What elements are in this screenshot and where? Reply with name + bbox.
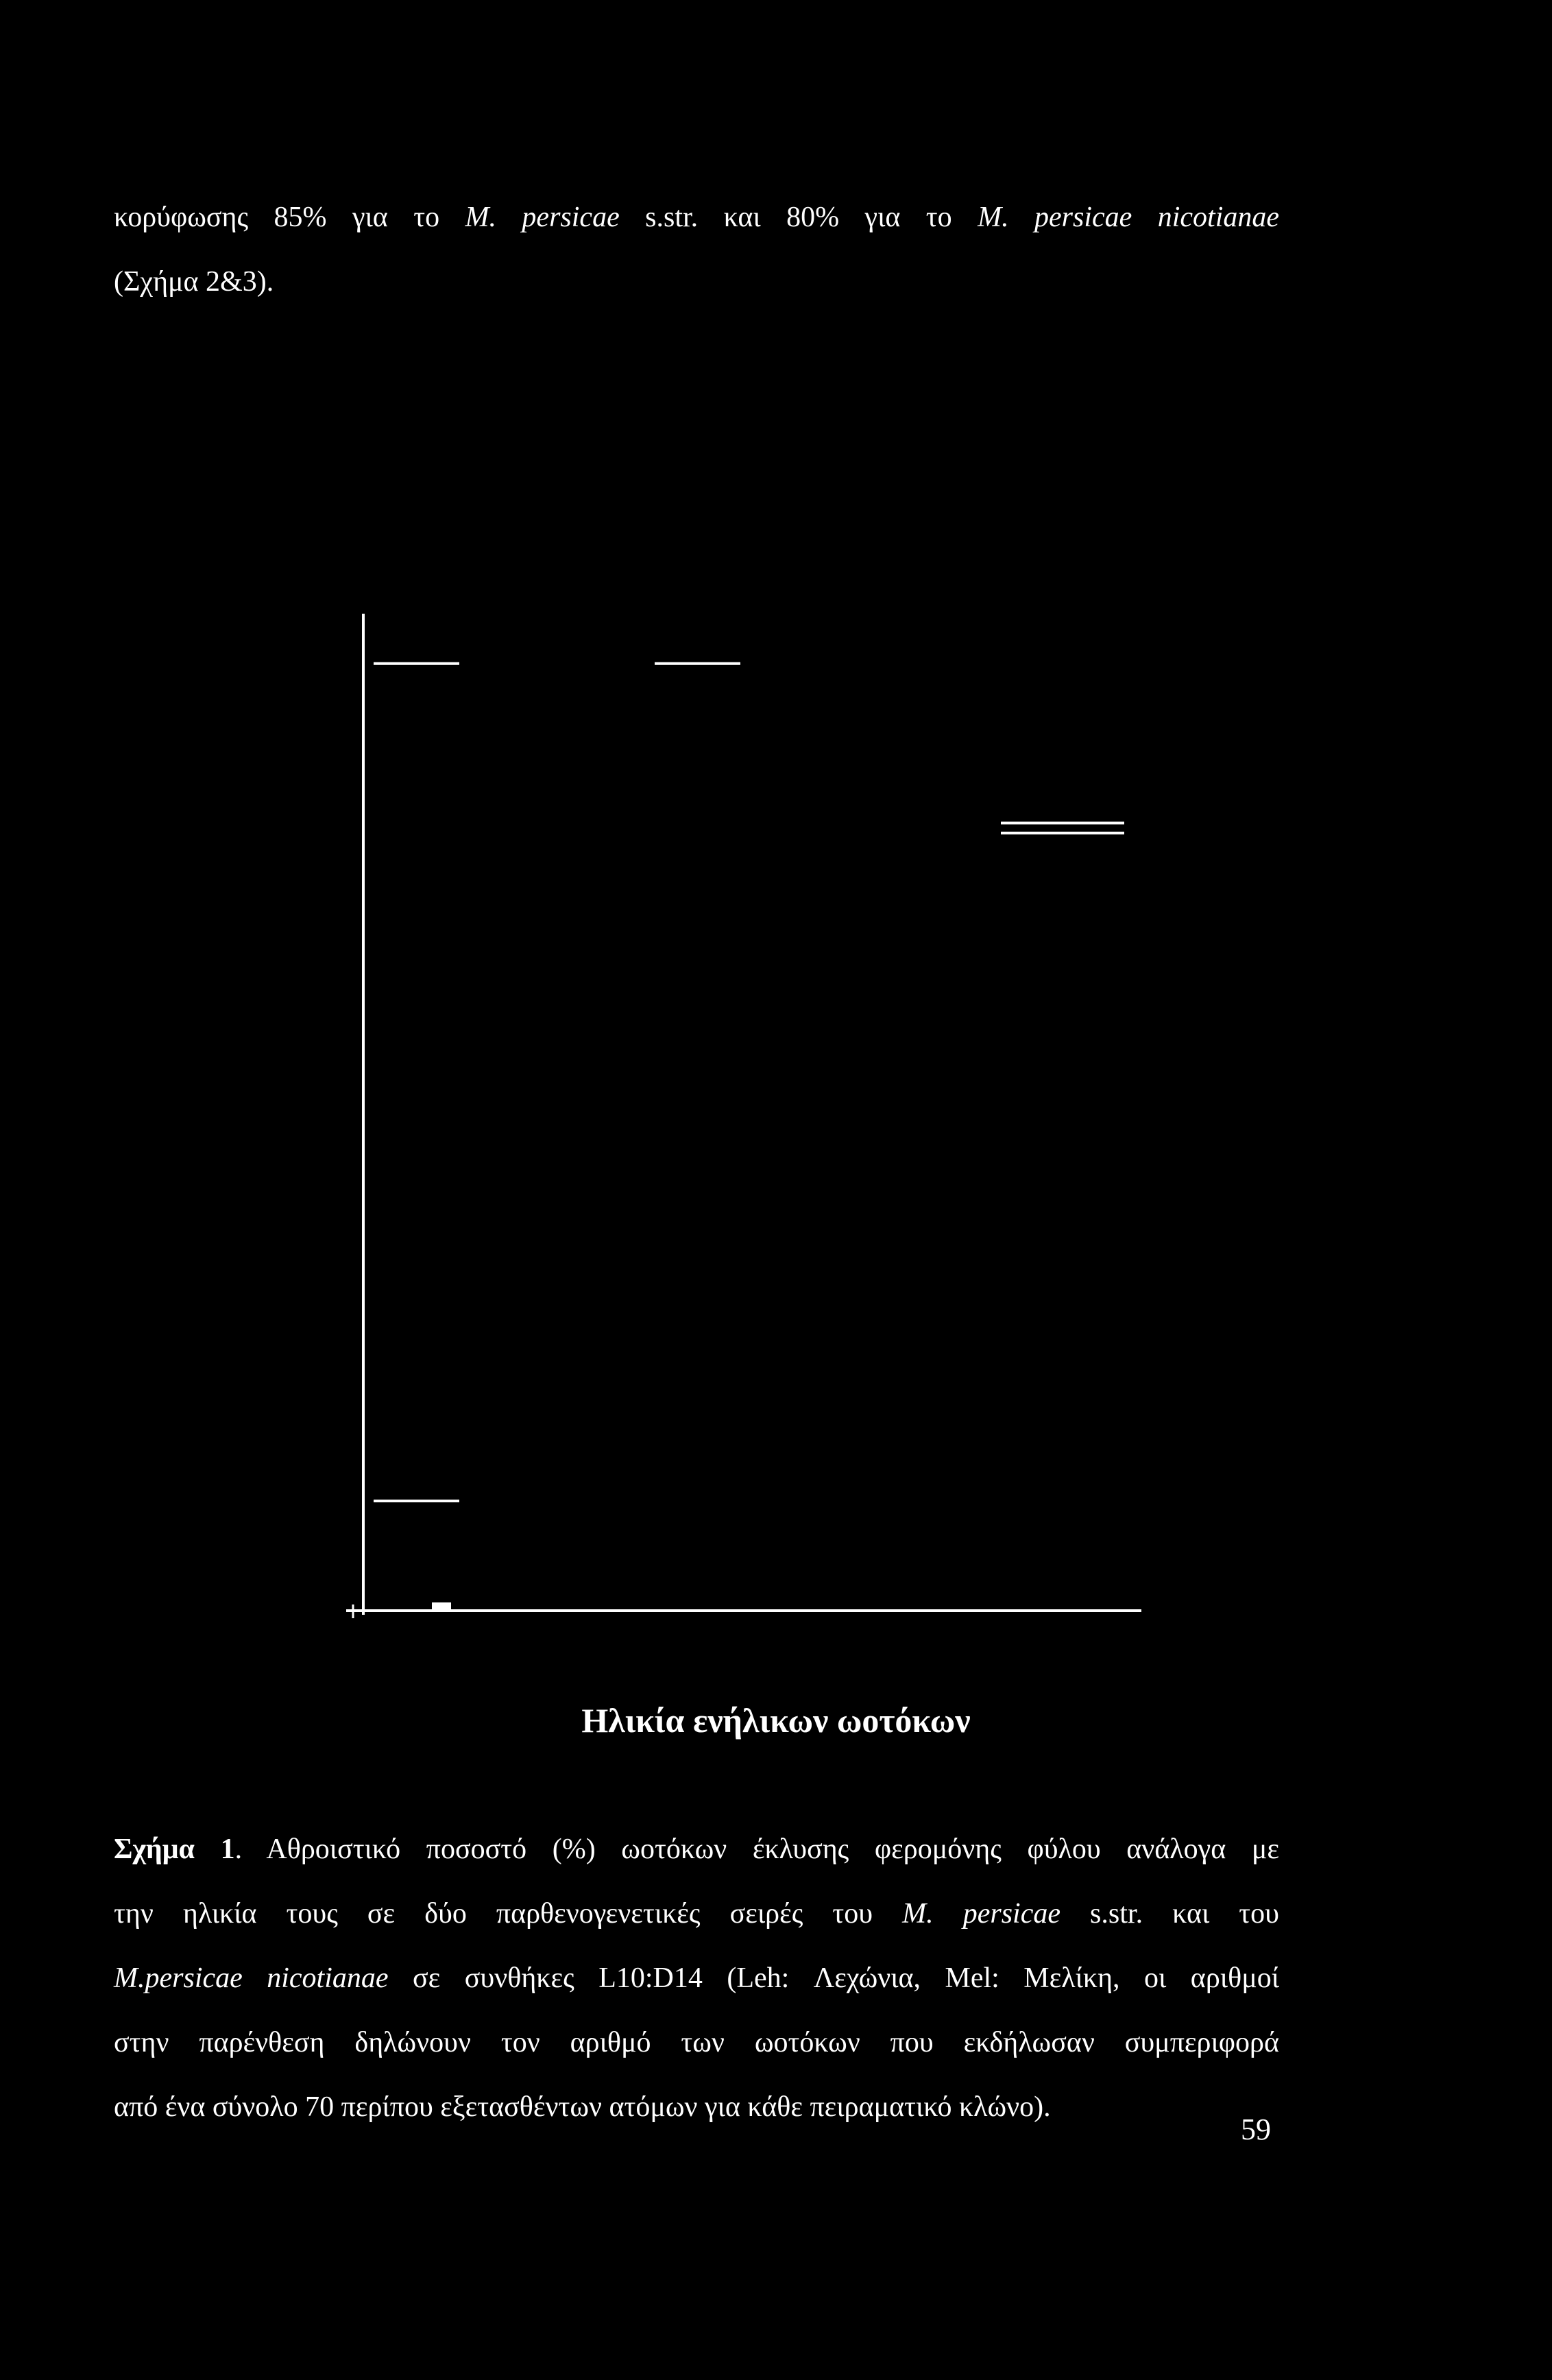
figure-caption: [114, 1817, 1279, 2139]
caption-line-1: [114, 1817, 1279, 1882]
species-name: M. persicae: [465, 202, 620, 233]
caption-text: σε συνθήκες L10:D14 (Leh: Λεχώνια, Mel: Μελίκη, οι αριθμοί: [388, 1962, 1280, 1994]
caption-text: . Αθροιστικό ποσοστό (%) ωοτόκων έκλυσης φερομόνης φύλου ανάλογα με: [234, 1834, 1279, 1865]
caption-line-4: στην παρένθεση δηλώνουν τον αριθμό των ωοτόκων που εκδήλωσαν συμπεριφορά: [114, 2027, 1279, 2058]
page-number: 59: [1241, 2113, 1271, 2146]
chart-axes: [346, 614, 1141, 1618]
intro-text-b: s.str. και 80% για το: [619, 202, 978, 233]
species-name: M.persicae nicotianae: [114, 1962, 389, 1994]
chart-marks: [374, 664, 1124, 1501]
species-name: M. persicae nicotianae: [978, 202, 1280, 233]
species-name: M. persicae: [902, 1898, 1060, 1930]
intro-text-a: κορύφωσης 85% για το: [114, 202, 465, 233]
caption-text: s.str. και του: [1060, 1898, 1279, 1930]
caption-label: Σχήμα 1: [114, 1834, 235, 1865]
intro-line-2: (Σχήμα 2&3).: [114, 266, 274, 298]
caption-text: την ηλικία τους σε δύο παρθενογενετικές σειρές του: [114, 1898, 903, 1930]
caption-line-3: [114, 1946, 1279, 2010]
caption-line-5: από ένα σύνολο 70 περίπου εξετασθέντων ατόμων για κάθε πειραματικό κλώνο).: [114, 2091, 1051, 2123]
caption-line-2: [114, 1882, 1279, 1946]
x-axis-marker: [432, 1602, 451, 1611]
x-axis-title: Ηλικία ενήλικων ωοτόκων: [581, 1701, 971, 1740]
